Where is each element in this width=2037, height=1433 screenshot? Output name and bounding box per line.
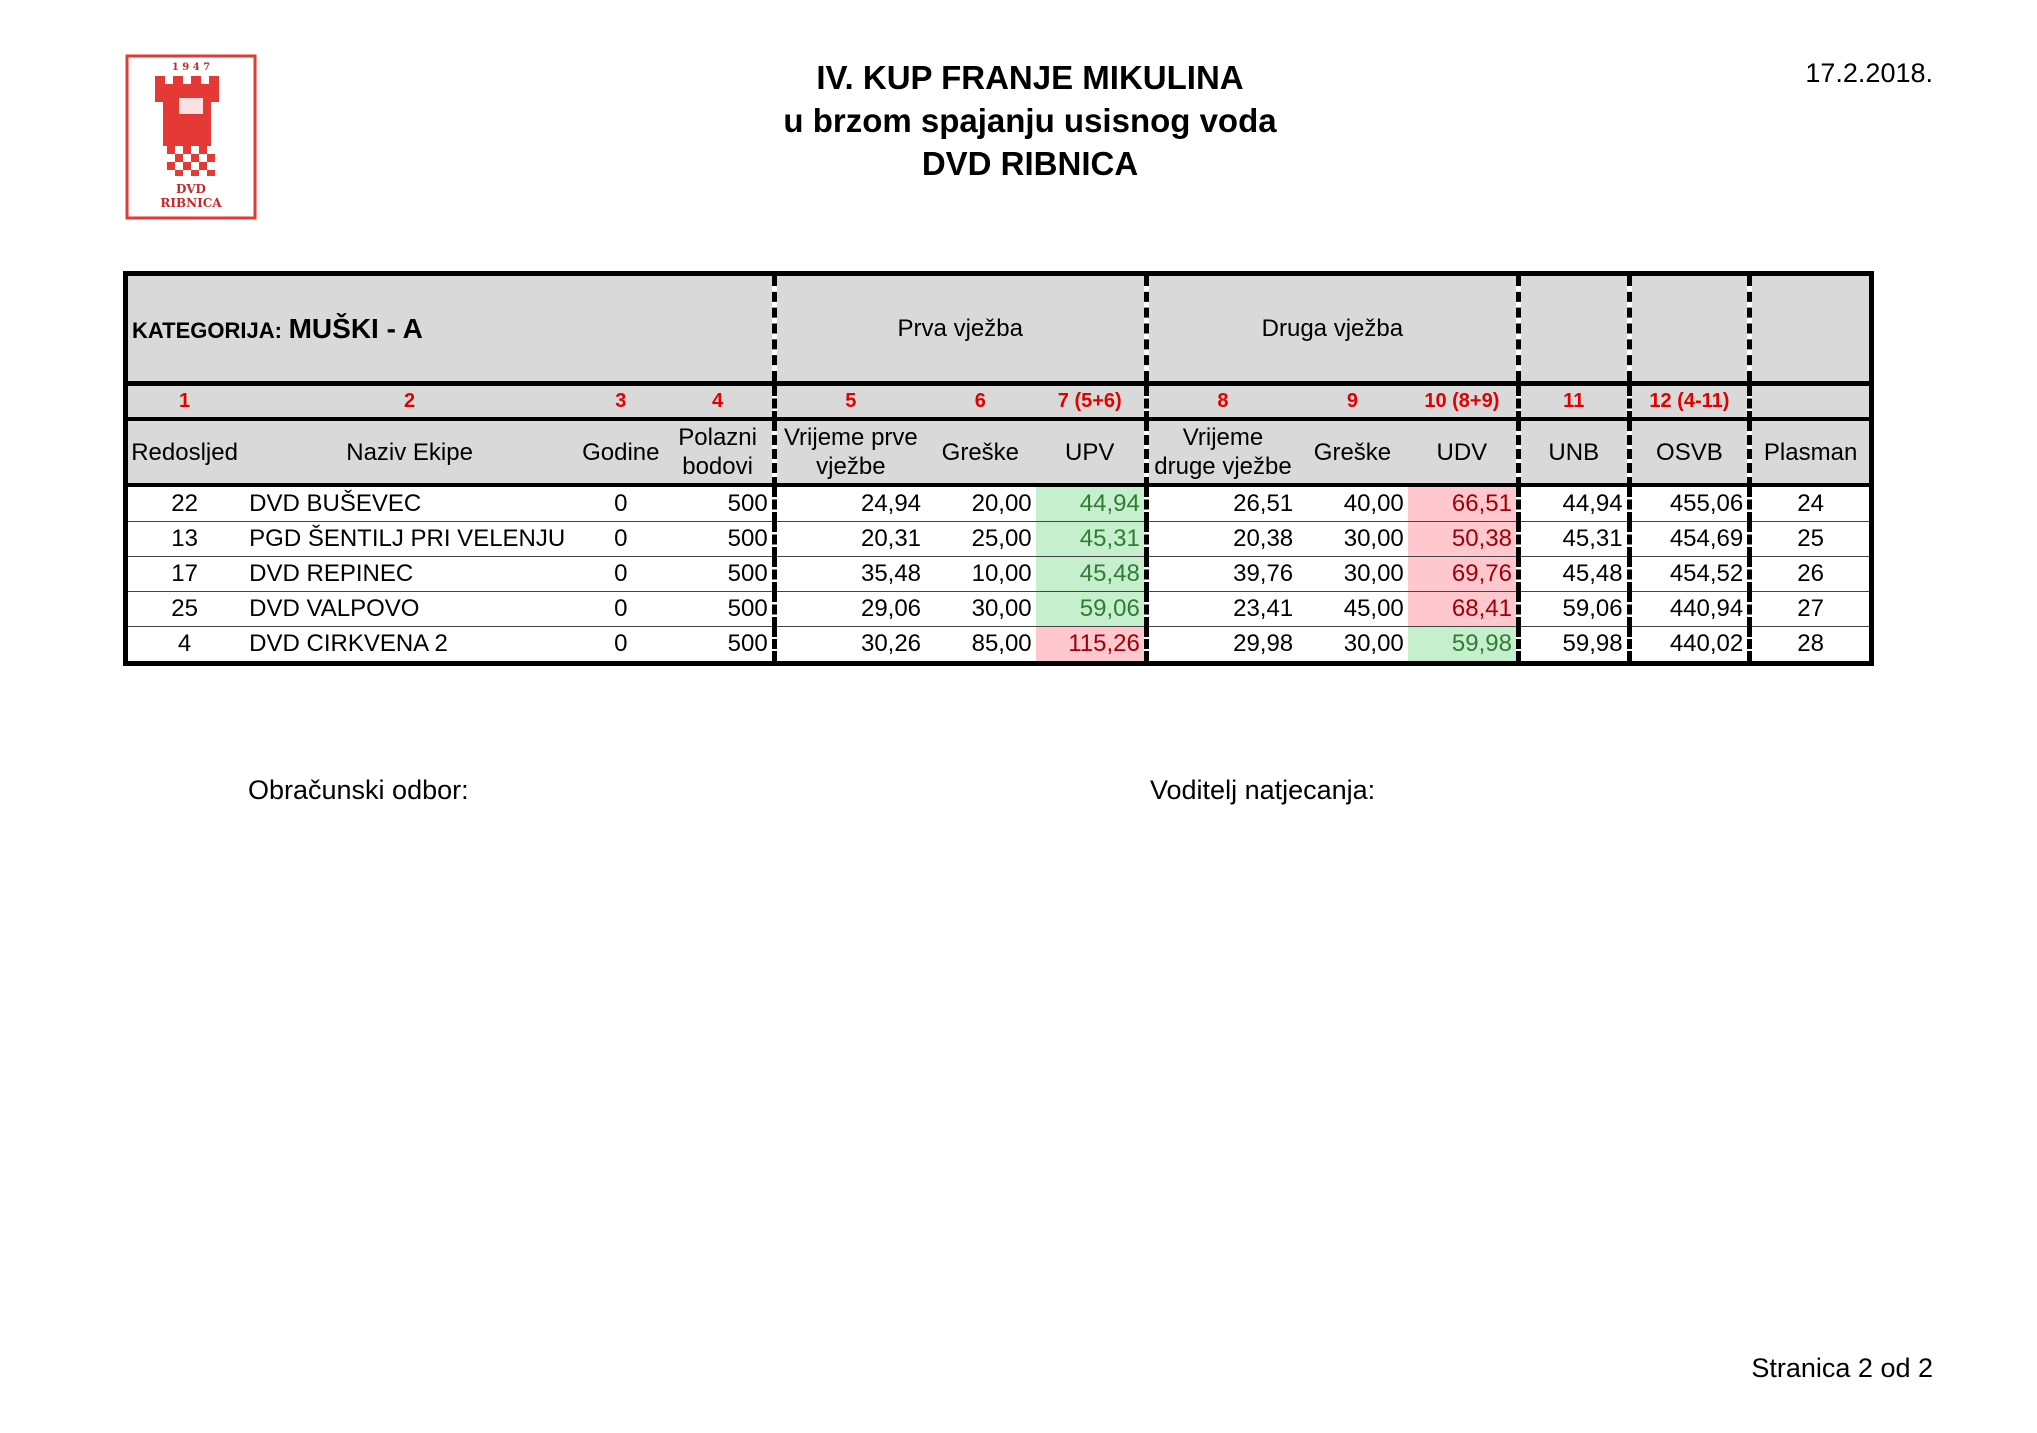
cell-udv: 68,41: [1408, 592, 1519, 627]
cell-time1: 24,94: [774, 485, 925, 522]
cell-team: PGD ŠENTILJ PRI VELENJU: [241, 522, 578, 557]
cell-errors1: 25,00: [925, 522, 1036, 557]
table-row: [126, 522, 1872, 557]
col-header-age: Godine: [578, 419, 663, 485]
cell-errors1: 85,00: [971, 630, 1032, 657]
table-row: [126, 592, 1872, 627]
cell-team: DVD BUŠEVEC: [241, 485, 578, 522]
table-row: [126, 485, 1872, 522]
cell-time2: 39,76: [1146, 557, 1297, 592]
committee-label: Obračunski odbor:: [248, 775, 469, 805]
group-first-exercise: Prva vježba: [774, 274, 1146, 384]
cell-unb: 44,94: [1518, 485, 1629, 522]
cell-age: 0: [578, 592, 663, 627]
table-row: [126, 627, 1872, 664]
title-line-2: u brzom spajanju usisnog voda: [783, 102, 1277, 139]
cell-place: 25: [1750, 522, 1872, 557]
document-date: 17.2.2018.: [1805, 58, 1933, 88]
cell-osvb: 440,94: [1629, 592, 1750, 627]
cell-team: DVD CIRKVENA 2: [249, 630, 448, 657]
cell-errors2: 30,00: [1343, 630, 1404, 657]
cell-errors1: 10,00: [925, 557, 1036, 592]
results-table: [123, 271, 1874, 666]
cell-unb: 45,48: [1518, 557, 1629, 592]
cell-time1: 35,48: [774, 557, 925, 592]
column-number-row: [126, 384, 1872, 420]
col-number: 11: [1518, 384, 1629, 420]
cell-udv: 69,76: [1408, 557, 1519, 592]
col-header-unb: UNB: [1518, 419, 1629, 485]
col-header-errors1: Greške: [925, 419, 1036, 485]
cell-unb: 59,98: [1518, 627, 1629, 664]
col-number: 10 (8+9): [1408, 384, 1519, 420]
col-number: 4: [664, 384, 775, 420]
col-header-errors2: Greške: [1297, 419, 1408, 485]
cell-time2: 29,98: [1146, 627, 1297, 664]
cell-age: 0: [578, 557, 663, 592]
col-header-time1: Vrijeme prve vježbe: [774, 419, 925, 485]
group-second-exercise: Druga vježba: [1146, 274, 1518, 384]
col-number: 7 (5+6): [1036, 384, 1147, 420]
col-header-osvb: OSVB: [1629, 419, 1750, 485]
cell-start-points: 500: [664, 592, 775, 627]
col-number: 3: [578, 384, 663, 420]
cell-errors2: 40,00: [1297, 485, 1408, 522]
cell-time1: 30,26: [774, 627, 925, 664]
col-header-time2: Vrijeme druge vježbe: [1146, 419, 1297, 485]
col-header-upv: UPV: [1036, 419, 1147, 485]
logo-line2: RIBNICA: [160, 196, 222, 210]
col-number: 8: [1146, 384, 1297, 420]
cell-order: 4: [177, 630, 192, 657]
cell-start-points: 500: [727, 630, 768, 657]
col-number: 5: [774, 384, 925, 420]
category-cell: [126, 274, 775, 384]
cell-upv: 44,94: [1036, 485, 1147, 522]
cell-order: 17: [126, 557, 242, 592]
category-label: KATEGORIJA:: [132, 317, 282, 343]
logo-line1: DVD: [176, 182, 206, 196]
cell-udv: 50,38: [1408, 522, 1519, 557]
cell-place: 27: [1750, 592, 1872, 627]
cell-time1: 29,06: [774, 592, 925, 627]
cell-place: 24: [1750, 485, 1872, 522]
col-header-team: Naziv Ekipe: [241, 419, 578, 485]
cell-team: DVD REPINEC: [241, 557, 578, 592]
cell-osvb: 454,52: [1629, 557, 1750, 592]
col-number: 6: [925, 384, 1036, 420]
cell-place: 28: [1750, 627, 1872, 664]
category-value: MUŠKI - A: [288, 312, 423, 344]
col-number: 9: [1297, 384, 1408, 420]
cell-age: 0: [614, 630, 628, 657]
cell-errors2: 30,00: [1297, 522, 1408, 557]
col-header-place: Plasman: [1750, 419, 1872, 485]
cell-order: 25: [126, 592, 242, 627]
cell-osvb: 440,02: [1629, 627, 1750, 664]
col-header-udv: UDV: [1408, 419, 1519, 485]
column-header-row: [126, 419, 1872, 485]
cell-start-points: 500: [664, 485, 775, 522]
title-line-3: DVD RIBNICA: [921, 145, 1139, 182]
cell-osvb: 454,69: [1629, 522, 1750, 557]
col-header-order: Redoslјed: [126, 419, 242, 485]
col-number: 12 (4-11): [1629, 384, 1750, 420]
col-number: 1: [126, 384, 242, 420]
cell-place: 26: [1750, 557, 1872, 592]
cell-time2: 26,51: [1146, 485, 1297, 522]
cell-udv: 59,98: [1408, 627, 1519, 664]
cell-udv: 66,51: [1408, 485, 1519, 522]
cell-errors1: 20,00: [925, 485, 1036, 522]
cell-osvb: 455,06: [1629, 485, 1750, 522]
cell-time2: 20,38: [1146, 522, 1297, 557]
svg-text:1 9 4 7: 1 9 4 7: [171, 62, 211, 73]
cell-upv: 115,26: [1036, 627, 1147, 664]
cell-unb: 59,06: [1518, 592, 1629, 627]
page-number: Stranica 2 od 2: [1751, 1353, 1933, 1383]
cell-upv: 45,48: [1036, 557, 1147, 592]
cell-order: 22: [126, 485, 242, 522]
col-header-start-points: Polazni bodovi: [664, 419, 775, 485]
table-row: [126, 557, 1872, 592]
category-row: [126, 274, 1872, 384]
cell-time2: 23,41: [1146, 592, 1297, 627]
cell-age: 0: [578, 522, 663, 557]
cell-errors1: 30,00: [925, 592, 1036, 627]
cell-unb: 45,31: [1518, 522, 1629, 557]
cell-team: DVD VALPOVO: [241, 592, 578, 627]
cell-age: 0: [578, 485, 663, 522]
dvd-ribnica-logo: [125, 54, 257, 220]
leader-label: Voditelj natjecanja:: [1150, 775, 1376, 805]
cell-upv: 59,06: [1036, 592, 1147, 627]
col-number: 2: [241, 384, 578, 420]
cell-order: 13: [126, 522, 242, 557]
title-line-1: IV. KUP FRANJE MIKULINA: [816, 59, 1244, 96]
cell-upv: 45,31: [1036, 522, 1147, 557]
document-title: [700, 56, 1360, 185]
cell-start-points: 500: [664, 557, 775, 592]
cell-errors2: 30,00: [1297, 557, 1408, 592]
cell-start-points: 500: [664, 522, 775, 557]
cell-errors2: 45,00: [1297, 592, 1408, 627]
cell-time1: 20,31: [774, 522, 925, 557]
